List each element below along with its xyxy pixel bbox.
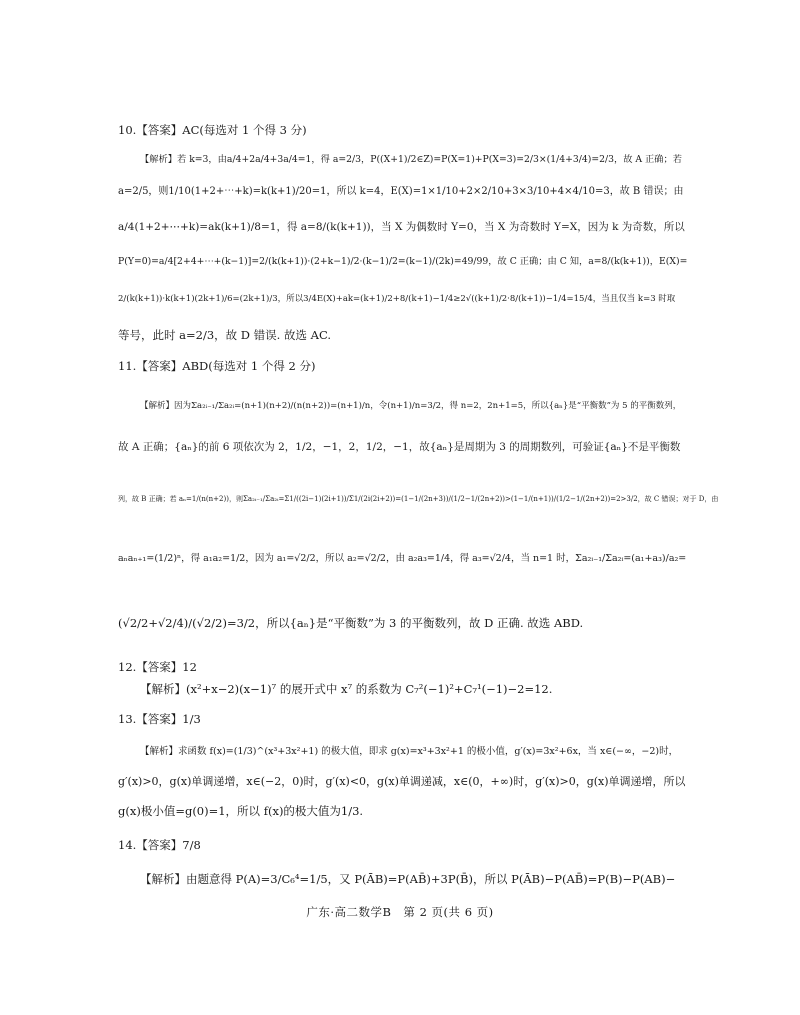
q11-analysis-line-1: 【解析】因为Σa₂ᵢ₋₁/Σa₂ᵢ=(n+1)(n+2)/(n(n+2))=(n+1)/n，令(n+1)/n=3/2，得 n=2，2n+1=5，所以{aₙ}是“平衡数”为 5 的平衡数列， bbox=[140, 401, 682, 411]
q10-analysis-line-5: 2/(k(k+1))·k(k+1)(2k+1)/6=(2k+1)/3，所以3/4E(X)+ak=(k+1)/2+8/(k+1)−1/4≥2√((k+1)/2·8/(k+1))−1/4=15/4，当且仅当 k=3 时取 bbox=[118, 294, 676, 304]
q11-analysis-line-5: (√2/2+√2/4)/(√2/2)=3/2，所以{aₙ}是“平衡数”为 3 的平衡数列，故 D 正确. 故选 ABD. bbox=[118, 616, 584, 630]
q10-analysis-line-4: P(Y=0)=a/4[2+4+⋯+(k−1)]=2/(k(k+1))·(2+k−1)/2·(k−1)/2=(k−1)/(2k)=49/99，故 C 正确；由 C 知，a=8/(k(k+1))，E(X)= bbox=[118, 256, 688, 267]
page-footer: 广东·高二数学B 第 2 页(共 6 页) bbox=[306, 905, 494, 919]
q13-analysis-line-1: 【解析】求函数 f(x)=(1/3)^(x³+3x²+1) 的极大值，即求 g(x)=x³+3x²+1 的极小值，g′(x)=3x²+6x，当 x∈(−∞，−2)时， bbox=[140, 746, 679, 757]
q10-analysis-line-6: 等号，此时 a=2/3，故 D 错误. 故选 AC. bbox=[118, 328, 332, 342]
q13-analysis-line-2: g′(x)>0，g(x)单调递增，x∈(−2，0)时，g′(x)<0，g(x)单调递减，x∈(0，+∞)时，g′(x)>0，g(x)单调递增，所以 bbox=[118, 775, 686, 788]
q10-analysis-line-1: 【解析】若 k=3，由a/4+2a/4+3a/4=1，得 a=2/3，P((X+1)/2∈Z)=P(X=1)+P(X=3)=2/3×(1/4+3/4)=2/3，故 A 正确；若 bbox=[140, 154, 683, 165]
q10-analysis-line-2: a=2/5，则1/10(1+2+⋯+k)=k(k+1)/20=1，所以 k=4，E(X)=1×1/10+2×2/10+3×3/10+4×4/10=3，故 B 错误；由 bbox=[118, 186, 684, 197]
q11-answer-heading: 11.【答案】ABD(每选对 1 个得 2 分) bbox=[118, 359, 316, 373]
q14-analysis-line-1: 【解析】由题意得 P(A)=3/C₆⁴=1/5，又 P(ĀB)=P(AB̄)+3P(B̄)，所以 P(ĀB)−P(AB̄)=P(B)−P(AB)− bbox=[140, 872, 676, 886]
q14-answer-heading: 14.【答案】7/8 bbox=[118, 838, 201, 852]
q12-analysis-line-1: 【解析】(x²+x−2)(x−1)⁷ 的展开式中 x⁷ 的系数为 C₇²(−1)²+C₇¹(−1)−2=12. bbox=[140, 682, 553, 696]
q12-answer-heading: 12.【答案】12 bbox=[118, 660, 197, 674]
q11-analysis-line-2: 故 A 正确；{aₙ}的前 6 项依次为 2，1/2，−1，2，1/2，−1，故{aₙ}是周期为 3 的周期数列，可验证{aₙ}不是平衡数 bbox=[118, 441, 681, 453]
q11-analysis-line-3: 列，故 B 正确；若 aₙ=1/(n(n+2))，则Σa₂ᵢ₋₁/Σa₂ᵢ=Σ1/((2i−1)(2i+1))/Σ1/(2i(2i+2))=(1−1/(2n+3))/(1/2−1/(2n+2))>(1−1/(n+1))/(1/2−1/(2n+2))=2>3/2，故 C 错误；对于 D，由 bbox=[118, 495, 719, 503]
q11-analysis-line-4: aₙaₙ₊₁=(1/2)ⁿ，得 a₁a₂=1/2，因为 a₁=√2/2，所以 a₂=√2/2，由 a₂a₃=1/4，得 a₃=√2/4，当 n=1 时，Σa₂ᵢ₋₁/Σa₂ᵢ=(a₁+a₃)/a₂= bbox=[118, 553, 687, 564]
q10-analysis-line-3: a/4(1+2+⋯+k)=ak(k+1)/8=1，得 a=8/(k(k+1))，当 X 为偶数时 Y=0，当 X 为奇数时 Y=X，因为 k 为奇数，所以 bbox=[118, 221, 685, 233]
q13-answer-heading: 13.【答案】1/3 bbox=[118, 712, 201, 726]
q13-analysis-line-3: g(x)极小值=g(0)=1，所以 f(x)的极大值为1/3. bbox=[118, 804, 364, 818]
q10-answer-heading: 10.【答案】AC(每选对 1 个得 3 分) bbox=[118, 123, 307, 137]
